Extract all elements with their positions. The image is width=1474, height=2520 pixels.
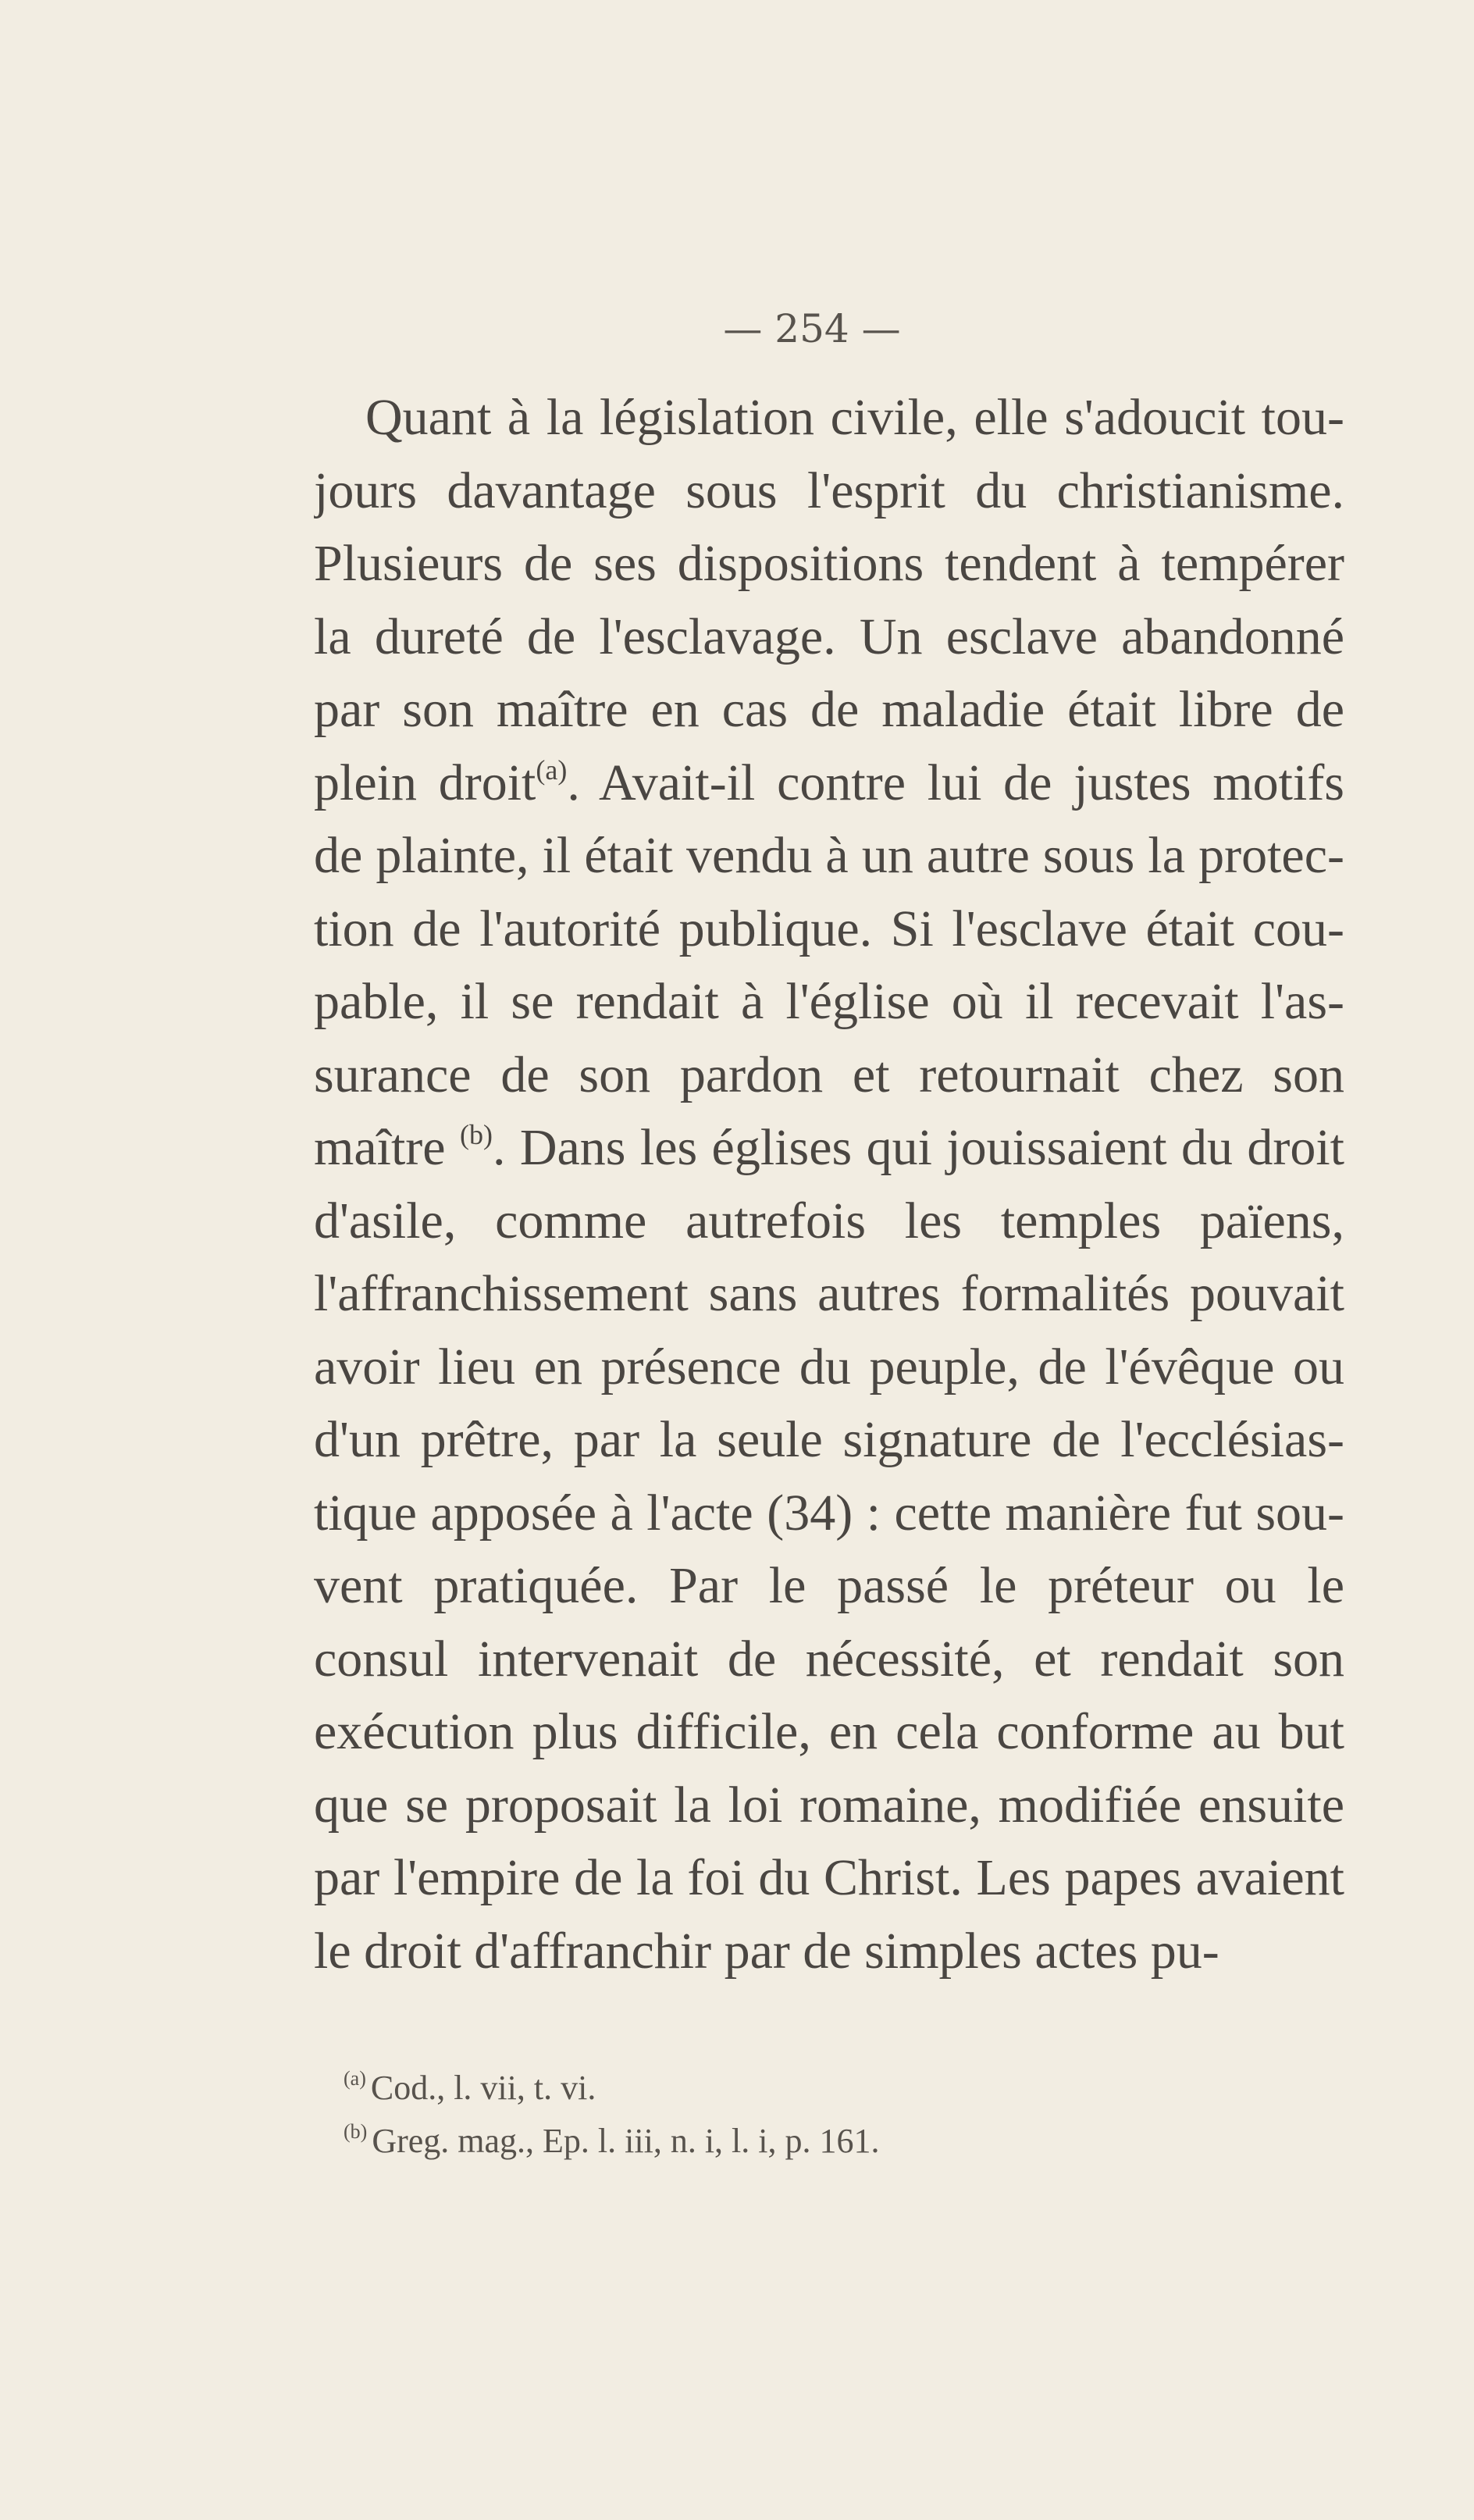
text-line: tion de l'autorité publique. Si l'esclave était cou- [314,900,1344,957]
footnotes [344,2062,1124,2168]
footnote-text: Cod., l. vii, t. vi. [370,2069,596,2107]
footnote-a [344,2062,1124,2115]
footnote-marker: (b) [344,2120,368,2143]
text-fragment: plein droit [314,754,536,811]
text-line: exécution plus difficile, en cela conforme au but [314,1703,1344,1760]
text-line: de plainte, il était vendu à un autre sous la protec- [314,827,1344,884]
page-number: — 254 — [723,306,901,351]
footnote-marker: (a) [344,2067,366,2090]
text-line: Quant à la législation civile, elle s'adoucit tou- [365,389,1344,446]
text-line: tique apposée à l'acte (34) : cette manière fut sou- [314,1484,1344,1542]
text-line: la dureté de l'esclavage. Un esclave abandonné [314,608,1344,665]
text-line [314,1111,1344,1185]
text-line: que se proposait la loi romaine, modifiée ensuite [314,1776,1344,1834]
text-line: surance de son pardon et retournait chez son [314,1046,1344,1103]
text-fragment: . Dans les églises qui jouissaient du droit [492,1119,1344,1176]
text-line: l'affranchissement sans autres formalités pouvait [314,1265,1344,1322]
text-line [314,747,1344,820]
footnote-b [344,2115,1124,2168]
body-text [314,381,1344,1987]
text-line: par son maître en cas de maladie était libre de [314,681,1344,738]
text-line: consul intervenait de nécessité, et rendait son [314,1630,1344,1688]
text-line: le droit d'affranchir par de simples actes pu- [314,1922,1219,1980]
footnote-text: Greg. mag., Ep. l. iii, n. i, l. i, p. 161. [372,2122,880,2160]
text-line: d'un prêtre, par la seule signature de l'ecclésias- [314,1411,1344,1468]
footnote-ref-a: (a) [536,754,568,786]
text-fragment: . Avait-il contre lui de justes motifs [567,754,1344,811]
text-line: vent pratiquée. Par le passé le préteur ou le [314,1557,1344,1614]
text-line: jours davantage sous l'esprit du christianisme. [314,462,1344,519]
text-line: d'asile, comme autrefois les temples païens, [314,1192,1344,1249]
text-line: avoir lieu en présence du peuple, de l'évêque ou [314,1338,1344,1395]
text-line: par l'empire de la foi du Christ. Les papes avaient [314,1849,1344,1906]
text-line: Plusieurs de ses dispositions tendent à tempérer [314,535,1344,592]
footnote-ref-b: (b) [459,1119,493,1150]
text-line: pable, il se rendait à l'église où il recevait l'as- [314,973,1344,1030]
text-fragment: maître [314,1119,446,1176]
